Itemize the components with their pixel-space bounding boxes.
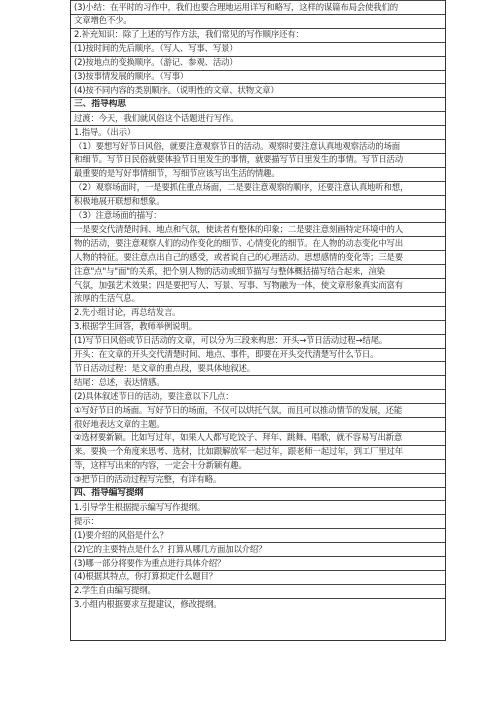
section-heading: 四、指导编写提纲 (74, 488, 144, 498)
text-line: （1）要想写好节日风俗，就要注意观察节日的活动。观察时要注意认真地观察活动的场面 (74, 140, 400, 151)
lesson-plan-table (70, 0, 446, 641)
text-line: （2）观察场面时，一是要抓住重点场面，二是要注意观察的顺序，还要注意认真地听和想， (74, 182, 409, 193)
text-line: 气氛，加强艺术效果；四是要把写人、写景、写事、写物融为一体，使文章形象真实而富有 (74, 279, 403, 290)
text-line: (4)按不同内容的类别顺序。（说明性的文章、状物文章） (74, 84, 279, 95)
text-line: 文章增色不少。 (74, 15, 132, 26)
text-line: 人物的特征。要注意点出自己的感受，或者说自己的心理活动、思想感情的变化等；三是要 (74, 251, 403, 262)
text-line: (4)根据其特点，你打算拟定什么题目？ (74, 571, 218, 582)
text-line: (3)哪一部分将要作为重点进行具体介绍？ (74, 557, 226, 568)
text-line: 注意"点"与"面"的关系，把个别人物的活动或细节描写与整体概括描写结合起来，渲染 (74, 265, 385, 276)
text-line: 一是要交代清楚时间、地点和气氛，使读者有整体的印象；二是要注意刻画特定环境中的人 (74, 223, 403, 234)
text-line: ②选材要新颖。比如写过年，如果人人都写吃饺子、拜年、跳舞、唱歌，就不容易写出新意 (74, 432, 403, 443)
text-line: 3.根据学生回答，教师举例说明。 (74, 321, 197, 332)
text-line: 很好地表达文章的主题。 (74, 418, 165, 429)
text-line: 等，这样写出来的内容，一定会十分新颖有趣。 (74, 460, 247, 471)
text-line: ③把节日的活动过程写完整，有详有略。 (74, 474, 222, 485)
text-line: 节日活动过程：是文章的重点段，要具体地叙述。 (74, 362, 255, 373)
text-line: (3)小结：在平时的习作中，我们也要合理地运用详写和略写，这样的谋篇布局会使我们的 (74, 1, 398, 12)
text-line: (2)它的主要特点是什么？打算从哪几方面加以介绍？ (74, 543, 267, 554)
text-line: 过渡：今天，我们就风俗这个话题进行写作。 (74, 112, 239, 123)
text-line: 2.先小组讨论，再总结发言。 (74, 307, 181, 318)
text-line: 结尾：总述，表达情感。 (74, 376, 165, 387)
text-line: 3.小组内根据要求互提建议，修改提纲。 (74, 599, 222, 610)
text-line: 2.学生自由编写提纲。 (74, 585, 156, 596)
text-line: 来。要换一个角度来思考、选材，比如跟解放军一起过年，跟老师一起过年，到工厂里过年 (74, 446, 403, 457)
text-line: 浓厚的生活气息。 (74, 293, 140, 304)
text-line: 2.补充知识：除了上述的写作方法，我们常见的写作顺序还有： (74, 29, 304, 40)
text-line: 提示： (74, 515, 99, 526)
text-line: (1)按时间的先后顺序。（写人、写事、写景） (74, 43, 238, 54)
section-heading: 三、指导构思 (74, 98, 126, 109)
text-line: (3)按事情发展的顺序。（写事） (74, 71, 189, 81)
text-line: (1)要介绍的风俗是什么？ (74, 529, 168, 540)
text-line: （3）注意场面的描写： (74, 210, 162, 220)
text-line: 积极地展开联想和想象。 (74, 196, 165, 207)
text-line: (2)具体叙述节日的活动，要注意以下几点： (74, 390, 234, 401)
text-line: 物的活动，要注意观察人们的动作变化的细节、心情变化的细节。在人物的动态变化中写出 (74, 237, 403, 248)
text-line: ①写好节日的场面。写好节日的场面，不仅可以烘托气氛，而且可以推动情节的发展，还能 (74, 404, 403, 415)
text-line: (2)按地点的变换顺序。（游记、参观、活动） (74, 57, 238, 68)
text-line: 1.引导学生根据提示编写写作提纲。 (74, 501, 206, 512)
text-line: 开头：在文章的开头交代清楚时间、地点、事件，即要在开头交代清楚写什么节日。 (74, 349, 379, 359)
text-line: 1.指导。（出示） (74, 126, 136, 137)
text-line: (1)写节日风俗或节日活动的文章，可以分为三段来构思：开头→节日活动过程→结尾。 (74, 335, 388, 346)
text-line: 和细节。写节日民俗就要体验节日里发生的事情，就要描写节日里发生的事情。写节日活动 (74, 154, 403, 165)
text-line: 最重要的是写好事情细节，写细节应该写出生活的情趣。 (74, 168, 280, 179)
